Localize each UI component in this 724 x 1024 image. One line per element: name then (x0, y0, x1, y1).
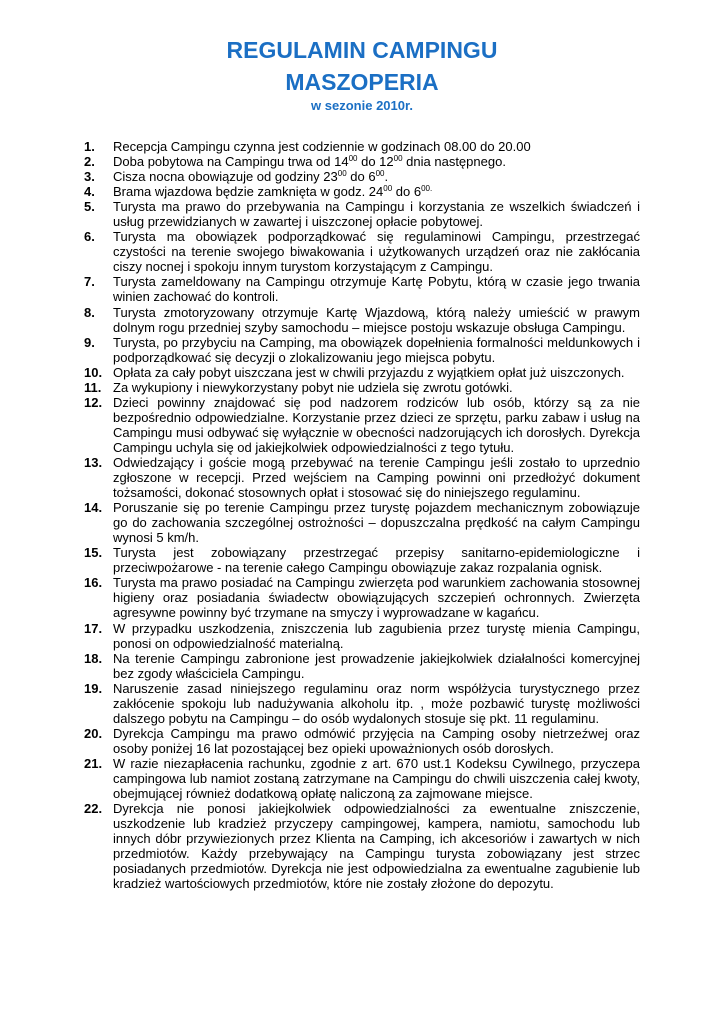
rule-text: Opłata za cały pobyt uiszczana jest w chwili przyjazdu z wyjątkiem opłat już uiszczonych. (113, 364, 625, 380)
rule-text: Turysta jest zobowiązany przestrzegać przepisy sanitarno-epidemiologiczne i przeciwpożarowe - na terenie całego Campingu obowiązuje zakaz rozpalania ognisk. (113, 545, 640, 576)
rule-text: W przypadku uszkodzenia, zniszczenia lub zagubienia przez turystę mienia Campingu, ponosi on odpowiedzialność materialną. (113, 620, 640, 651)
rule-text: Poruszanie się po terenie Campingu przez turystę pojazdem mechanicznym zobowiązuje go do zachowania szczególnej ostrożności – dopuszczalna prędkość na całym Campingu wynosi 5 km/h. (113, 500, 640, 546)
rule-item (84, 726, 640, 756)
rule-number: 6. (84, 229, 95, 245)
rule-item (84, 681, 640, 726)
rule-item (84, 184, 640, 199)
rule-item (84, 756, 640, 801)
campsite-name: MASZOPERIA (285, 69, 439, 95)
rule-item (84, 335, 640, 365)
rule-item (84, 395, 640, 455)
superscript: 00 (393, 154, 403, 164)
rule-item (84, 651, 640, 681)
rule-item (84, 365, 640, 380)
rule-number: 19. (84, 680, 103, 696)
rule-text-part: Doba pobytowa na Campingu trwa od 14 (113, 154, 349, 170)
rule-text: Dzieci powinny znajdować się pod nadzorem rodziców lub osób, którzy są za nie bezpośrednio odpowiedzialne. Korzystanie przez dzieci ze sprzętu, parku zabaw i usług na Campingu musi odbywać się wyłącznie w obecności nadzorujących ich dorosłych. Dyrekcja Campingu uchyla się od jakiejkolwiek odpowiedzialności z tego tytułu. (113, 394, 640, 455)
rule-text-part: do 6 (346, 169, 376, 185)
rule-text-part: do 6 (392, 184, 422, 200)
rule-text (113, 184, 640, 199)
rule-item (84, 621, 640, 651)
season-label: w sezonie 2010r. (311, 98, 413, 113)
rule-text-part: . (384, 169, 389, 185)
rule-text: W razie niezapłacenia rachunku, zgodnie z art. 670 ust.1 Kodeksu Cywilnego, przyczepa campingowa lub namiot zostaną zatrzymane na Campingu do chwili uiszczenia całej kwoty, obejmującej również dodatkową opłatę naliczoną za zajmowane miejsce. (113, 755, 640, 802)
rule-number: 1. (84, 139, 95, 154)
document-title: REGULAMIN CAMPINGU (226, 37, 498, 63)
rule-item (84, 139, 640, 154)
rule-text (113, 154, 640, 169)
rule-number: 7. (84, 274, 95, 290)
rule-number: 17. (84, 620, 103, 636)
rule-number: 4. (84, 184, 95, 200)
rule-number: 8. (84, 304, 95, 320)
rule-text: Turysta zmotoryzowany otrzymuje Kartę Wjazdową, którą należy umieścić w prawym dolnym rogu przedniej szyby samochodu – miejsce postoju wskazuje obsługa Campingu. (113, 304, 640, 335)
rule-number: 22. (84, 801, 103, 817)
superscript: 00 (383, 184, 393, 194)
rule-text: Turysta, po przybyciu na Camping, ma obowiązek dopełnienia formalności meldunkowych i podporządkować się decyzji o zlokalizowaniu jego miejsca pobytu. (113, 334, 640, 365)
rule-number: 2. (84, 154, 95, 170)
rule-item (84, 169, 640, 184)
rule-text: Na terenie Campingu zabronione jest prowadzenie jakiejkolwiek działalności komercyjnej bez zgody właściciela Campingu. (113, 650, 640, 681)
superscript: 00. (421, 184, 433, 194)
rule-text-part: Brama wjazdowa będzie zamknięta w godz. 24 (113, 184, 384, 200)
rule-text (113, 169, 640, 184)
rule-item (84, 305, 640, 335)
rule-item (84, 575, 640, 620)
superscript: 00 (337, 169, 347, 179)
rule-item (84, 500, 640, 545)
rule-text-part: Cisza nocna obowiązuje od godziny 23 (113, 169, 338, 185)
rule-text: Turysta ma prawo do przebywania na Campingu i korzystania ze wszelkich świadczeń i usług przewidzianych w zawartej i uiszczonej opłacie pobytowej. (113, 199, 640, 230)
rules-list (84, 139, 640, 891)
rule-number: 12. (84, 394, 103, 410)
rule-text: Naruszenie zasad niniejszego regulaminu oraz norm współżycia turystycznego przez zakłócenie spokoju lub nadużywania alkoholu itp. , może pozbawić turystę możliwości dalszego pobytu na Campingu – do osób wydalonych stosuje się pkt. 11 regulaminu. (113, 680, 640, 726)
rule-item (84, 229, 640, 274)
rule-text: Dyrekcja nie ponosi jakiejkolwiek odpowiedzialności za ewentualne zniszczenie, uszkodzenie lub kradzież przyczepy campingowej, kampera, namiotu, samochodu lub innych dóbr przywiezionych przez Klienta na Camping, ich akcesoriów i zawartych w nich przedmiotów. Każdy przebywający na Campingu turysta zobowiązany jest strzec posiadanych przedmiotów. Dyrekcja nie jest odpowiedzialna za ewentualne zagubienie lub kradzież wartościowych przedmiotów, które nie zostały złożone do depozytu. (113, 801, 640, 892)
rule-number: 5. (84, 199, 95, 215)
rule-text-part: dnia następnego. (402, 154, 506, 170)
rule-number: 16. (84, 575, 103, 591)
rule-number: 14. (84, 500, 103, 516)
rule-text: Odwiedzający i goście mogą przebywać na terenie Campingu jeśli zostało to uprzednio zgłoszone w recepcji. Przed wejściem na Camping powinni oni przedłożyć dokument tożsamości, dokonać stosownych opłat i stosować się do niniejszego regulaminu. (113, 454, 640, 501)
rule-item (84, 154, 640, 169)
rule-text: Dyrekcja Campingu ma prawo odmówić przyjęcia na Camping osoby nietrzeźwej oraz osoby poniżej 16 lat pozostającej bez opieki upoważnionych osób dorosłych. (113, 725, 640, 756)
rule-item (84, 801, 640, 891)
rule-item (84, 455, 640, 500)
rule-item (84, 274, 640, 304)
rule-text: Turysta ma obowiązek podporządkować się regulaminowi Campingu, przestrzegać czystości na terenie swojego biwakowania i użytkowanych urządzeń oraz nie zakłócania ciszy nocnej i spokoju innym turystom korzystającym z Campingu. (113, 229, 640, 275)
rule-item (84, 199, 640, 229)
rule-item (84, 545, 640, 575)
rule-text: Turysta ma prawo posiadać na Campingu zwierzęta pod warunkiem zachowania stosownej higieny oraz posiadania świadectw obowiązujących szczepień ochronnych. Zwierzęta agresywne powinny być trzymane na smyczy i wyprowadzane w kagańcu. (113, 575, 640, 621)
rule-number: 9. (84, 334, 95, 350)
rule-text: Za wykupiony i niewykorzystany pobyt nie udziela się zwrotu gotówki. (113, 379, 513, 395)
rule-text-part: do 12 (357, 154, 394, 170)
rule-number: 11. (84, 379, 102, 395)
rule-number: 10. (84, 364, 103, 380)
rule-number: 13. (84, 454, 103, 470)
rule-number: 15. (84, 545, 103, 561)
superscript: 00 (375, 169, 385, 179)
rule-text: Turysta zameldowany na Campingu otrzymuje Kartę Pobytu, którą w czasie jego trwania winien zachować do kontroli. (113, 274, 640, 305)
rule-number: 21. (84, 755, 103, 771)
rule-number: 20. (84, 725, 103, 741)
rule-text: Recepcja Campingu czynna jest codziennie w godzinach 08.00 do 20.00 (113, 139, 531, 154)
superscript: 00 (348, 154, 358, 164)
rule-item (84, 380, 640, 395)
rule-number: 3. (84, 169, 95, 185)
rule-number: 18. (84, 650, 103, 666)
